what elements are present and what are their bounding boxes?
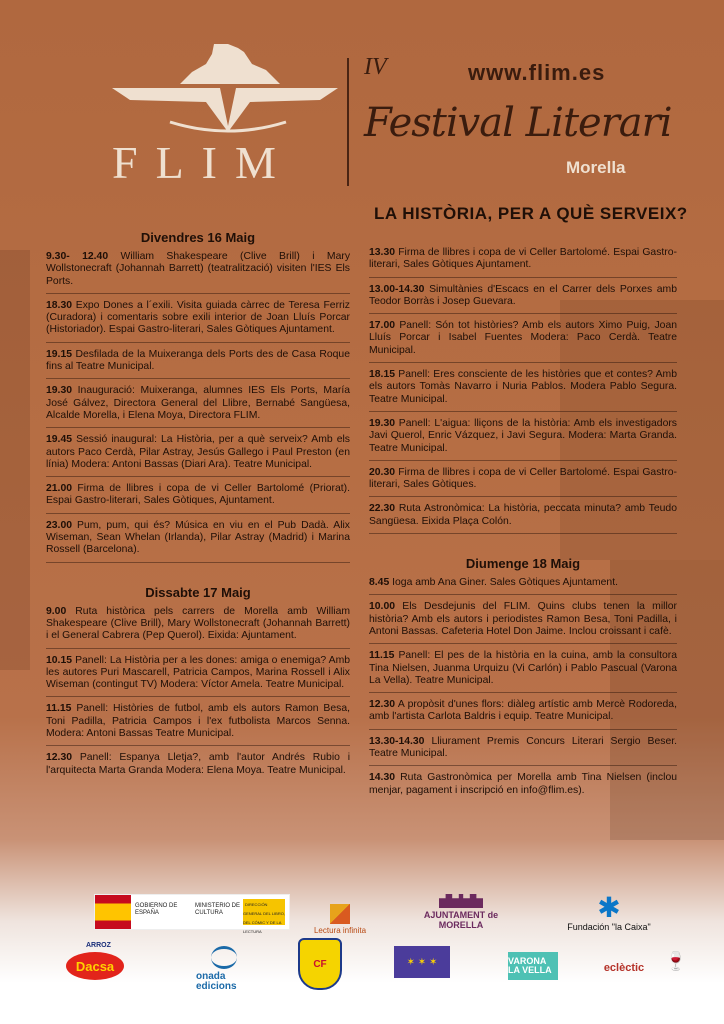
- event-item: [369, 467, 677, 498]
- event-text: Panell: Espanya Lletja?, amb l'autor Andrés Rubio i l'arquitecta Marta Granda Modera: Elena Moya. Teatre Municipal.: [46, 752, 351, 776]
- ajuntament-morella-logo: [420, 890, 502, 934]
- event-item: [46, 483, 350, 514]
- event-item: [369, 320, 677, 363]
- event-text: Panell: Són tot històries? Amb els autors Ximo Puig, Joan Lluís Porcar i Isabel Fuentes Modera: Paco Cerdà. Teatre Municipal.: [369, 320, 678, 356]
- event-text: William Shakespeare (Clive Brill) i Mary Wollstonecraft (Johannah Barrett) (teatralització) visiten l'IES Els Ports.: [46, 251, 351, 287]
- event-text: Ruta Gastronòmica per Morella amb Tina Nielsen (inclou menjar, pagament i inscripció en info@flim.es).: [369, 772, 677, 796]
- event-text: Firma de llibres i copa de vi Celler Bartolomé. Espai Gastro-literari, Sales Gòtiques.: [369, 466, 677, 491]
- event-time: 19.45: [46, 434, 73, 446]
- event-item: [46, 300, 350, 343]
- onada-edicions-logo: [196, 946, 252, 992]
- event-time: 18.15: [369, 369, 396, 381]
- castle-icon: [439, 894, 483, 908]
- event-item: [46, 349, 350, 380]
- website-url[interactable]: www.flim.es: [468, 60, 606, 85]
- sponsor-text: ARROZ: [86, 942, 111, 949]
- event-item: [369, 699, 677, 730]
- event-text: Lliurament Premis Concurs Literari Sergio Beser. Teatre Municipal.: [369, 735, 677, 760]
- event-time: 11.15: [46, 703, 72, 715]
- event-item: [46, 606, 350, 649]
- event-time: 14.30: [369, 772, 396, 784]
- event-text: Panell: El pes de la història en la cuina, amb la consultora Tina Nielsen, Juanma Urquizu (Vi Carlón) i Pablo Pascual (Varona La Vella). Teatre Municipal.: [369, 650, 677, 686]
- event-text: Sessió inaugural: La Història, per a què serveix? Amb els autors Paco Cerdà, Pilar Astray, Jesús Gallego i Paul Preston (en línia) Modera: Antoni Bassas (Diari Ara). Teatre Municipal.: [46, 434, 350, 470]
- event-text: Simultànies d'Escacs en el Carrer dels Porxes amb Teodor Borràs i Josep Guevara.: [369, 283, 677, 307]
- event-text: Expo Dones a l´exili. Visita guiada càrrec de Teresa Ferriz (Curadora) i comentaris sobre exili interior de Joan Lluís Porcar (Historiador). Espai Gastro-literari, Sales Gòtiques Ajuntament.: [46, 299, 351, 336]
- event-text: Panell: Històries de futbol, amb els autors Ramon Besa, Toni Padilla, Patricia Campos i l'ex futbolista Marcos Senna. Modera: Antoni Bassas Teatre Municipal.: [46, 703, 350, 740]
- event-time: 22.30: [369, 503, 396, 515]
- event-text: Ruta històrica pels carrers de Morella amb William Shakespeare (Clive Brill), Mary Wollstonecraft (Johannah Barrett) i el General Cabrera (Pep Querol). Eixida: Ajuntament.: [46, 605, 350, 642]
- event-time: 18.30: [46, 299, 73, 311]
- event-item: [369, 247, 677, 278]
- event-time: 19.30: [369, 417, 396, 429]
- sponsor-text: VARONA LA VELLA: [508, 956, 552, 975]
- event-item: [369, 418, 677, 461]
- varona-la-vella-logo: [508, 952, 558, 980]
- event-time: 13.30-14.30: [369, 735, 425, 747]
- event-time: 19.30: [46, 385, 73, 397]
- sponsor-text: CF: [313, 958, 327, 970]
- lectura-infinita-logo: [300, 900, 380, 938]
- sponsor-text: Dacsa: [75, 958, 115, 974]
- event-time: 8.45: [369, 577, 390, 589]
- sponsor-text: Lectura infinita: [313, 925, 367, 935]
- event-time: 12.30: [46, 752, 73, 764]
- eclectic-logo: [596, 958, 652, 978]
- spain-ministry-logo: [94, 894, 290, 934]
- sponsor-text: DIRECCIÓN GENERAL DEL LIBRO, DEL CÓMIC Y DE LA LECTURA: [243, 902, 285, 934]
- event-item: [46, 385, 350, 428]
- city-name: Morella: [566, 158, 626, 177]
- program-column-left: [46, 230, 350, 788]
- background-shade: [0, 250, 30, 670]
- event-time: 13.30: [369, 247, 396, 258]
- event-item: [46, 251, 350, 294]
- event-text: Els Desdejunis del FLIM. Quins clubs tenen la millor història? Amb els autors i periodistes Ramon Besa, Toni Padilla, i Antoni Bassas. Cafeteria Hotel Don Jaime. Inclou croissant i cafè.: [369, 601, 678, 637]
- event-item: [369, 650, 677, 693]
- event-time: 10.15: [46, 654, 73, 666]
- sponsor-text: AJUNTAMENT de MORELLA: [423, 910, 499, 930]
- fundacion-la-caixa-logo: [544, 888, 674, 938]
- sponsor-text: GOBIERNO DE ESPAÑA: [135, 903, 178, 916]
- event-text: Ioga amb Ana Giner. Sales Gòtiques Ajuntament.: [392, 577, 618, 589]
- header: [0, 0, 724, 200]
- event-time: 12.30: [369, 699, 396, 711]
- book-castle-icon: [110, 40, 340, 140]
- event-time: 13.00-14.30: [369, 283, 425, 295]
- festival-title: Festival Literari: [364, 100, 672, 146]
- event-item: [369, 772, 677, 802]
- event-item: [46, 752, 350, 782]
- eu-stars-icon: ✶ ✶ ✶: [406, 956, 438, 968]
- event-item: [369, 577, 677, 595]
- event-time: 9.30- 12.40: [46, 251, 109, 262]
- event-item: [46, 703, 350, 746]
- event-text: Panell: La Història per a les dones: amiga o enemiga? Amb les autores Puri Mascarell, Patricia Campos, Marina Rossell i Alix Wiseman (contingut TV) Modera: Víctor Amela. Teatre Municipal.: [46, 654, 350, 691]
- event-text: A propòsit d'unes flors: diàleg artístic amb Mercè Rodoreda, amb l'artista Carlota Baldris i equip. Teatre Municipal.: [369, 699, 677, 723]
- sponsor-logos: [0, 882, 724, 1024]
- event-item: [369, 601, 677, 644]
- header-divider: [347, 58, 349, 186]
- event-item: [369, 369, 677, 412]
- villarreal-cf-logo: [298, 938, 342, 990]
- event-time: 10.00: [369, 601, 396, 613]
- event-text: Pum, pum, qui és? Música en viu en el Pub Dadà. Alix Wiseman, Sean Whelan (Irlanda), Pilar Astray (Madrid) i Marina Rossell (Barcelona).: [46, 519, 351, 556]
- program-column-right: [369, 247, 677, 808]
- event-item: [46, 434, 350, 477]
- event-text: Firma de llibres i copa de vi Celler Bartolomé. Espai Gastro-literari, Sales Gòtiques Ajuntament.: [369, 247, 677, 271]
- day-title: Diumenge 18 Maig: [465, 556, 581, 572]
- event-item: [46, 655, 350, 698]
- event-time: 23.00: [46, 519, 73, 531]
- event-time: 20.30: [369, 466, 396, 478]
- event-item: [369, 284, 677, 315]
- festival-theme: LA HISTÒRIA, PER A QUÈ SERVEIX?: [374, 204, 688, 223]
- day-title: Dissabte 17 Maig: [145, 584, 251, 600]
- event-text: Ruta Astronòmica: La història, peccata minuta? amb Teudo Sangüesa. Eixida Plaça Colón.: [369, 503, 677, 527]
- sponsor-text: Fundación "la Caixa": [567, 922, 651, 932]
- edition-number: IV: [364, 54, 387, 80]
- cube-icon: [330, 904, 350, 924]
- day-title: Divendres 16 Maig: [140, 230, 256, 245]
- event-text: Panell: L'aigua: lliçons de la història: Amb els investigadors Javi Querol, Enric Vázquez, i Javi Segura. Modera: Marta Granda. Teatre Municipal.: [369, 417, 678, 454]
- eu-stars-logo: [394, 946, 450, 978]
- sponsor-text: MINISTERIO DE CULTURA: [195, 903, 241, 916]
- star-icon: ✱: [597, 892, 621, 923]
- event-item: [369, 736, 677, 767]
- wave-icon: [211, 946, 237, 969]
- event-item: [46, 520, 350, 563]
- sponsor-text: onada edicions: [196, 971, 237, 992]
- event-time: 9.00: [46, 605, 67, 617]
- event-text: Desfilada de la Muixeranga dels Ports des de Casa Roque fins al Teatre Municipal.: [46, 348, 350, 373]
- sponsor-text-box: [243, 899, 285, 934]
- event-time: 21.00: [46, 483, 73, 495]
- event-time: 19.15: [46, 348, 73, 360]
- event-text: Inauguració: Muixeranga, alumnes IES Els Ports, María José Gálvez, Directora General del Llibre, Bernabé Sangüesa, Alcalde Morella, i Elena Moya, Directora FLIM.: [46, 385, 350, 421]
- spain-flag-icon: [95, 895, 131, 929]
- event-text: Panell: Eres consciente de les històries que et contes? Amb els autors Tomàs Navarro i Nuria Pablos. Modera Pablo Segura. Teatre Municipal.: [369, 369, 677, 405]
- wine-glasses-icon: 🍷: [664, 950, 688, 971]
- event-text: Firma de llibres i copa de vi Celler Bartolomé (Priorat). Espai Gastro-literari, Sales Gòtiques, Ajuntament.: [46, 483, 350, 507]
- event-time: 11.15: [369, 650, 395, 662]
- sponsor-text: eclèctic: [603, 962, 645, 974]
- dacsa-logo: [66, 942, 124, 980]
- event-item: [369, 503, 677, 534]
- event-time: 17.00: [369, 320, 396, 332]
- brand-name: FLIM: [112, 137, 294, 188]
